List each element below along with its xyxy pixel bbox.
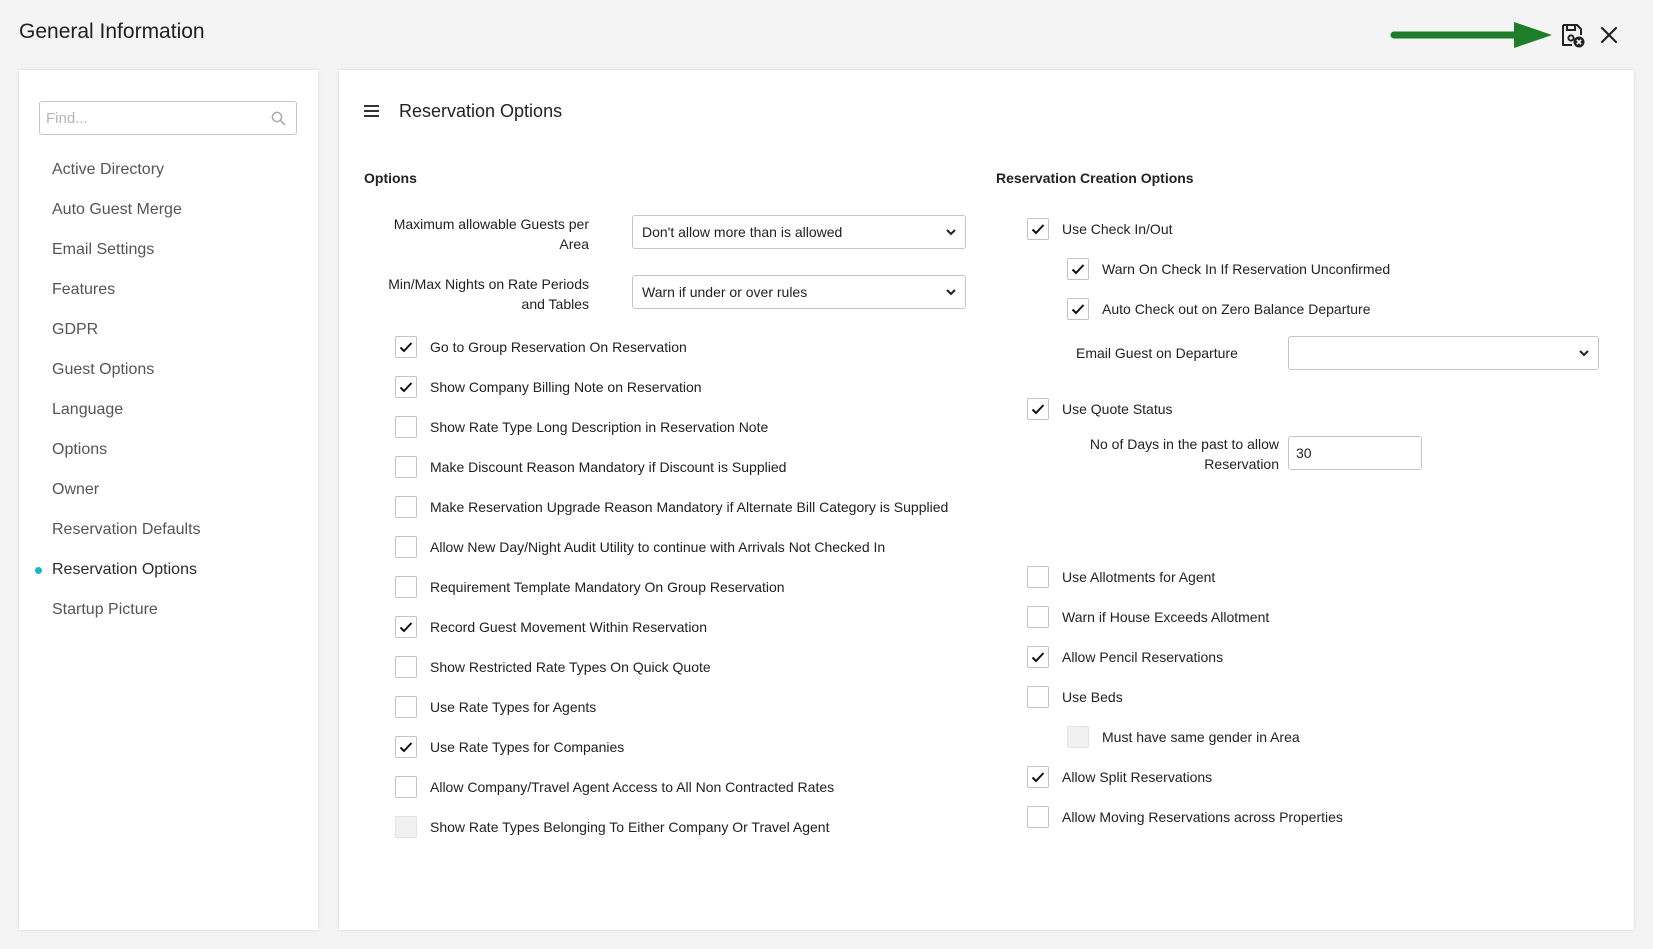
allow-pencil-reservations-row[interactable] xyxy=(1027,644,1223,670)
checkmark-icon xyxy=(399,741,413,753)
make-discount-reason-mandatory-if-discount-is-supplied-row[interactable] xyxy=(395,454,786,480)
sidebar-item-gdpr[interactable] xyxy=(19,310,318,350)
use-allotments-for-agent-label: Use Allotments for Agent xyxy=(1062,569,1216,585)
options-heading: Options xyxy=(364,170,417,186)
use-allotments-for-agent-checkbox[interactable] xyxy=(1027,566,1049,588)
use-quote-status-row[interactable] xyxy=(1027,396,1173,422)
chevron-down-icon xyxy=(945,227,957,237)
sidebar-item-label: Options xyxy=(52,441,108,458)
search-input[interactable] xyxy=(46,108,266,128)
warn-unconfirmed-row[interactable] xyxy=(1067,256,1390,282)
search-box[interactable] xyxy=(39,101,297,135)
show-rate-types-belonging-to-either-company-or-travel-agent-label: Show Rate Types Belonging To Either Company Or Travel Agent xyxy=(430,819,830,835)
requirement-template-mandatory-on-group-reservation-row[interactable] xyxy=(395,574,785,600)
allow-pencil-reservations-label: Allow Pencil Reservations xyxy=(1062,649,1224,665)
make-reservation-upgrade-reason-mandatory-if-alternate-bill-category-is-supplied-checkbox[interactable] xyxy=(395,496,417,518)
show-rate-type-long-description-in-reservation-note-label: Show Rate Type Long Description in Reservation Note xyxy=(430,419,769,435)
use-beds-checkbox[interactable] xyxy=(1027,686,1049,708)
show-rate-type-long-description-in-reservation-note-row[interactable] xyxy=(395,414,768,440)
record-guest-movement-within-reservation-label: Record Guest Movement Within Reservation xyxy=(430,619,707,635)
min-max-nights-select[interactable] xyxy=(632,275,966,309)
make-discount-reason-mandatory-if-discount-is-supplied-checkbox[interactable] xyxy=(395,456,417,478)
close-icon xyxy=(1596,22,1622,48)
use-check-in-out-row[interactable] xyxy=(1027,216,1173,242)
allow-moving-reservations-across-properties-label: Allow Moving Reservations across Properties xyxy=(1062,809,1343,825)
warn-unconfirmed-label: Warn On Check In If Reservation Unconfirmed xyxy=(1102,261,1391,277)
search-icon[interactable] xyxy=(271,111,286,126)
use-rate-types-for-companies-checkbox[interactable] xyxy=(395,736,417,758)
sidebar-item-options[interactable] xyxy=(19,430,318,470)
sidebar-item-owner[interactable] xyxy=(19,470,318,510)
sidebar-item-label: Email Settings xyxy=(52,241,155,258)
sidebar-item-guest-options[interactable] xyxy=(19,350,318,390)
show-rate-types-belonging-to-either-company-or-travel-agent-checkbox xyxy=(395,816,417,838)
sidebar-item-auto-guest-merge[interactable] xyxy=(19,190,318,230)
go-to-group-reservation-on-reservation-row[interactable] xyxy=(395,334,687,360)
show-company-billing-note-on-reservation-checkbox[interactable] xyxy=(395,376,417,398)
must-have-same-gender-in-area-label: Must have same gender in Area xyxy=(1102,729,1300,745)
auto-check-out-checkbox[interactable] xyxy=(1067,298,1089,320)
sidebar-item-features[interactable] xyxy=(19,270,318,310)
checkmark-icon xyxy=(1031,651,1045,663)
max-guests-label: Maximum allowable Guests per Area xyxy=(393,216,589,252)
checkmark-icon xyxy=(1031,223,1045,235)
sidebar-item-label: Reservation Defaults xyxy=(52,521,201,538)
use-allotments-for-agent-row[interactable] xyxy=(1027,564,1215,590)
creation-heading: Reservation Creation Options xyxy=(996,170,1194,186)
save-button[interactable] xyxy=(1559,22,1587,50)
sidebar-item-language[interactable] xyxy=(19,390,318,430)
use-check-in-out-label: Use Check In/Out xyxy=(1062,221,1173,237)
sidebar-item-label: Active Directory xyxy=(52,161,165,178)
show-restricted-rate-types-on-quick-quote-checkbox[interactable] xyxy=(395,656,417,678)
make-reservation-upgrade-reason-mandatory-if-alternate-bill-category-is-supplied-label: Make Reservation Upgrade Reason Mandatory if Alternate Bill Category is Supplied xyxy=(430,499,949,515)
record-guest-movement-within-reservation-checkbox[interactable] xyxy=(395,616,417,638)
no-of-days-label-line2: Reservation xyxy=(1204,456,1279,472)
go-to-group-reservation-on-reservation-label: Go to Group Reservation On Reservation xyxy=(430,339,687,355)
make-reservation-upgrade-reason-mandatory-if-alternate-bill-category-is-supplied-row[interactable] xyxy=(395,494,948,520)
email-guest-select[interactable] xyxy=(1288,336,1599,370)
allow-moving-reservations-across-properties-checkbox[interactable] xyxy=(1027,806,1049,828)
checkmark-icon xyxy=(1071,303,1085,315)
allow-split-reservations-label: Allow Split Reservations xyxy=(1062,769,1213,785)
sidebar-item-label: Auto Guest Merge xyxy=(52,201,182,218)
max-guests-select[interactable] xyxy=(632,215,966,249)
use-rate-types-for-agents-row[interactable] xyxy=(395,694,596,720)
checkmark-icon xyxy=(1071,263,1085,275)
sidebar-item-active-directory[interactable] xyxy=(19,150,318,190)
show-rate-types-belonging-to-either-company-or-travel-agent-row[interactable] xyxy=(395,814,830,840)
sidebar-item-label: Owner xyxy=(52,481,100,498)
allow-company-travel-agent-access-to-all-non-contracted-rates-row[interactable] xyxy=(395,774,834,800)
use-quote-status-checkbox[interactable] xyxy=(1027,398,1049,420)
active-indicator-dot xyxy=(35,567,42,574)
checkmark-icon xyxy=(1031,403,1045,415)
no-of-days-label-line1: No of Days in the past to allow xyxy=(1089,436,1279,452)
chevron-down-icon xyxy=(1578,348,1590,358)
must-have-same-gender-in-area-checkbox xyxy=(1067,726,1089,748)
warn-if-house-exceeds-allotment-row[interactable] xyxy=(1027,604,1269,630)
warn-unconfirmed-checkbox[interactable] xyxy=(1067,258,1089,280)
checkmark-icon xyxy=(399,621,413,633)
allow-split-reservations-row[interactable] xyxy=(1027,764,1212,790)
allow-company-travel-agent-access-to-all-non-contracted-rates-label: Allow Company/Travel Agent Access to All Non Contracted Rates xyxy=(430,779,835,795)
use-rate-types-for-companies-label: Use Rate Types for Companies xyxy=(430,739,625,755)
panel-title: Reservation Options xyxy=(399,101,563,121)
warn-if-house-exceeds-allotment-label: Warn if House Exceeds Allotment xyxy=(1062,609,1270,625)
use-beds-label: Use Beds xyxy=(1062,689,1123,705)
allow-split-reservations-checkbox[interactable] xyxy=(1027,766,1049,788)
use-rate-types-for-agents-checkbox[interactable] xyxy=(395,696,417,718)
show-rate-type-long-description-in-reservation-note-checkbox[interactable] xyxy=(395,416,417,438)
sidebar-item-reservation-defaults[interactable] xyxy=(19,510,318,550)
sidebar-item-label: Startup Picture xyxy=(52,601,158,618)
main-panel xyxy=(339,70,1634,930)
allow-new-day-night-audit-utility-to-continue-with-arrivals-not-checked-in-label: Allow New Day/Night Audit Utility to continue with Arrivals Not Checked In xyxy=(430,539,886,555)
sidebar-item-email-settings[interactable] xyxy=(19,230,318,270)
show-company-billing-note-on-reservation-row[interactable] xyxy=(395,374,702,400)
sidebar-item-label: GDPR xyxy=(52,321,99,338)
allow-new-day-night-audit-utility-to-continue-with-arrivals-not-checked-in-checkbox[interactable] xyxy=(395,536,417,558)
sidebar-item-reservation-options[interactable] xyxy=(19,550,318,590)
auto-check-out-row[interactable] xyxy=(1067,296,1371,322)
go-to-group-reservation-on-reservation-checkbox[interactable] xyxy=(395,336,417,358)
requirement-template-mandatory-on-group-reservation-label: Requirement Template Mandatory On Group Reservation xyxy=(430,579,785,595)
requirement-template-mandatory-on-group-reservation-checkbox[interactable] xyxy=(395,576,417,598)
sidebar-item-label: Reservation Options xyxy=(52,561,197,578)
allow-company-travel-agent-access-to-all-non-contracted-rates-checkbox[interactable] xyxy=(395,776,417,798)
max-guests-value: Don't allow more than is allowed xyxy=(642,224,843,240)
chevron-down-icon xyxy=(945,287,957,297)
sidebar-item-label: Language xyxy=(52,401,124,418)
show-restricted-rate-types-on-quick-quote-row[interactable] xyxy=(395,654,711,680)
allow-moving-reservations-across-properties-row[interactable] xyxy=(1027,804,1343,830)
hamburger-menu-icon[interactable] xyxy=(364,104,380,118)
sidebar-item-startup-picture[interactable] xyxy=(19,590,318,630)
use-check-in-out-checkbox[interactable] xyxy=(1027,218,1049,240)
min-max-nights-value: Warn if under or over rules xyxy=(642,284,808,300)
email-guest-label: Email Guest on Departure xyxy=(1076,345,1238,361)
sidebar-item-label: Guest Options xyxy=(52,361,155,378)
use-rate-types-for-companies-row[interactable] xyxy=(395,734,624,760)
use-beds-row[interactable] xyxy=(1027,684,1123,710)
sidebar-item-label: Features xyxy=(52,281,116,298)
no-of-days-field[interactable] xyxy=(1288,436,1422,470)
save-settings-icon xyxy=(1559,22,1587,50)
warn-if-house-exceeds-allotment-checkbox[interactable] xyxy=(1027,606,1049,628)
auto-check-out-label: Auto Check out on Zero Balance Departure xyxy=(1102,301,1371,317)
no-of-days-label xyxy=(1039,434,1279,474)
make-discount-reason-mandatory-if-discount-is-supplied-label: Make Discount Reason Mandatory if Discount is Supplied xyxy=(430,459,787,475)
show-company-billing-note-on-reservation-label: Show Company Billing Note on Reservation xyxy=(430,379,702,395)
show-restricted-rate-types-on-quick-quote-label: Show Restricted Rate Types On Quick Quote xyxy=(430,659,711,675)
allow-new-day-night-audit-utility-to-continue-with-arrivals-not-checked-in-row[interactable] xyxy=(395,534,885,560)
no-of-days-input[interactable] xyxy=(1296,444,1406,462)
allow-pencil-reservations-checkbox[interactable] xyxy=(1027,646,1049,668)
must-have-same-gender-in-area-row[interactable] xyxy=(1067,724,1300,750)
checkmark-icon xyxy=(399,341,413,353)
arrow-right-icon xyxy=(1390,20,1555,50)
use-rate-types-for-agents-label: Use Rate Types for Agents xyxy=(430,699,597,715)
page-title: General Information xyxy=(19,20,205,43)
min-max-nights-label: Min/Max Nights on Rate Periods and Tables xyxy=(388,276,589,312)
close-button[interactable] xyxy=(1596,22,1622,48)
record-guest-movement-within-reservation-row[interactable] xyxy=(395,614,707,640)
sidebar xyxy=(19,70,318,930)
use-quote-status-label: Use Quote Status xyxy=(1062,401,1173,417)
sidebar-nav xyxy=(19,150,318,630)
checkmark-icon xyxy=(399,381,413,393)
checkmark-icon xyxy=(1031,771,1045,783)
